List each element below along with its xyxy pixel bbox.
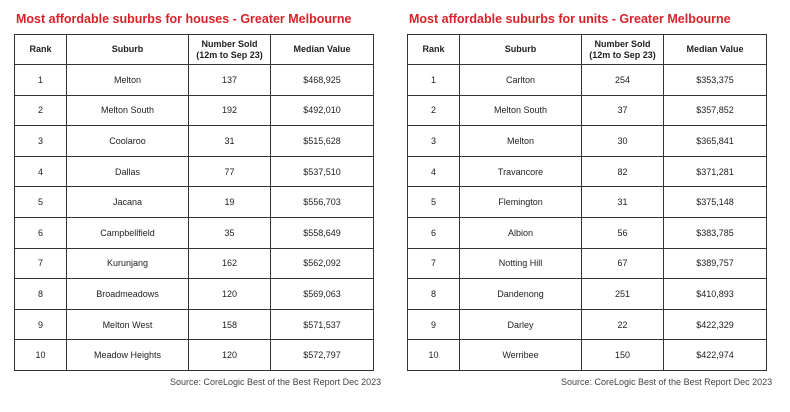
suburb-cell: Coolaroo [67, 126, 189, 157]
suburb-cell: Meadow Heights [67, 340, 189, 371]
number-sold-cell: 35 [189, 217, 271, 248]
table-row [15, 95, 374, 126]
suburb-cell: Notting Hill [460, 248, 582, 279]
rank-cell: 4 [408, 156, 460, 187]
suburb-cell: Travancore [460, 156, 582, 187]
number-sold-header-line2: (12m to Sep 23) [589, 49, 656, 60]
rank-cell: 1 [408, 65, 460, 96]
table-row [408, 248, 767, 279]
suburb-header: Suburb [67, 35, 189, 65]
houses-title: Most affordable suburbs for houses - Greater Melbourne [16, 12, 352, 26]
table-row [15, 279, 374, 310]
table-row [15, 340, 374, 371]
rank-cell: 7 [408, 248, 460, 279]
table-row [408, 279, 767, 310]
median-value-cell: $537,510 [271, 156, 374, 187]
number-sold-cell: 162 [189, 248, 271, 279]
table-row [15, 126, 374, 157]
rank-cell: 6 [408, 217, 460, 248]
suburb-cell: Jacana [67, 187, 189, 218]
rank-cell: 6 [15, 217, 67, 248]
median-value-header: Median Value [271, 35, 374, 65]
table-row [15, 187, 374, 218]
rank-cell: 7 [15, 248, 67, 279]
table-row [15, 217, 374, 248]
median-value-cell: $569,063 [271, 279, 374, 310]
median-value-cell: $422,974 [664, 340, 767, 371]
median-value-cell: $492,010 [271, 95, 374, 126]
suburb-header: Suburb [460, 35, 582, 65]
number-sold-header-line2: (12m to Sep 23) [196, 49, 263, 60]
median-value-cell: $410,893 [664, 279, 767, 310]
number-sold-cell: 22 [582, 309, 664, 340]
median-value-cell: $422,329 [664, 309, 767, 340]
suburb-cell: Melton [67, 65, 189, 96]
number-sold-cell: 120 [189, 279, 271, 310]
median-value-cell: $468,925 [271, 65, 374, 96]
number-sold-cell: 82 [582, 156, 664, 187]
rank-cell: 2 [15, 95, 67, 126]
median-value-cell: $353,375 [664, 65, 767, 96]
table-row [408, 217, 767, 248]
table-row [15, 156, 374, 187]
number-sold-cell: 120 [189, 340, 271, 371]
number-sold-cell: 31 [582, 187, 664, 218]
number-sold-cell: 19 [189, 187, 271, 218]
median-value-cell: $357,852 [664, 95, 767, 126]
number-sold-cell: 67 [582, 248, 664, 279]
rank-cell: 9 [15, 309, 67, 340]
suburb-cell: Kurunjang [67, 248, 189, 279]
number-sold-cell: 158 [189, 309, 271, 340]
table-row [408, 187, 767, 218]
number-sold-cell: 254 [582, 65, 664, 96]
units-header-row [408, 35, 767, 65]
houses-source-note: Source: CoreLogic Best of the Best Report Dec 2023 [170, 377, 382, 387]
suburb-cell: Melton West [67, 309, 189, 340]
rank-cell: 5 [15, 187, 67, 218]
rank-cell: 10 [15, 340, 67, 371]
median-value-cell: $571,537 [271, 309, 374, 340]
number-sold-cell: 30 [582, 126, 664, 157]
number-sold-header-line1: Number Sold [594, 38, 651, 49]
suburb-cell: Broadmeadows [67, 279, 189, 310]
houses-table [14, 34, 374, 371]
median-value-cell: $515,628 [271, 126, 374, 157]
suburb-cell: Albion [460, 217, 582, 248]
rank-cell: 3 [15, 126, 67, 157]
number-sold-cell: 31 [189, 126, 271, 157]
table-row [408, 309, 767, 340]
table-row [15, 309, 374, 340]
rank-cell: 3 [408, 126, 460, 157]
median-value-cell: $572,797 [271, 340, 374, 371]
median-value-cell: $375,148 [664, 187, 767, 218]
rank-cell: 10 [408, 340, 460, 371]
median-value-cell: $383,785 [664, 217, 767, 248]
number-sold-cell: 37 [582, 95, 664, 126]
median-value-cell: $371,281 [664, 156, 767, 187]
houses-header-row [15, 35, 374, 65]
table-row [15, 65, 374, 96]
median-value-cell: $558,649 [271, 217, 374, 248]
suburb-cell: Dandenong [460, 279, 582, 310]
rank-header: Rank [408, 35, 460, 65]
median-value-cell: $365,841 [664, 126, 767, 157]
number-sold-header-line1: Number Sold [201, 38, 258, 49]
rank-cell: 9 [408, 309, 460, 340]
number-sold-cell: 150 [582, 340, 664, 371]
suburb-cell: Melton South [67, 95, 189, 126]
table-row [408, 340, 767, 371]
number-sold-cell: 77 [189, 156, 271, 187]
median-value-cell: $562,092 [271, 248, 374, 279]
suburb-cell: Darley [460, 309, 582, 340]
median-value-header: Median Value [664, 35, 767, 65]
units-title: Most affordable suburbs for units - Greater Melbourne [409, 12, 731, 26]
median-value-cell: $556,703 [271, 187, 374, 218]
number-sold-cell: 192 [189, 95, 271, 126]
number-sold-header [189, 35, 271, 65]
table-row [408, 95, 767, 126]
rank-cell: 2 [408, 95, 460, 126]
table-row [15, 248, 374, 279]
rank-cell: 1 [15, 65, 67, 96]
rank-header: Rank [15, 35, 67, 65]
median-value-cell: $389,757 [664, 248, 767, 279]
units-table-body [408, 65, 767, 371]
suburb-cell: Werribee [460, 340, 582, 371]
rank-cell: 4 [15, 156, 67, 187]
suburb-cell: Flemington [460, 187, 582, 218]
table-row [408, 65, 767, 96]
suburb-cell: Melton [460, 126, 582, 157]
rank-cell: 5 [408, 187, 460, 218]
suburb-cell: Dallas [67, 156, 189, 187]
number-sold-header [582, 35, 664, 65]
houses-table-body [15, 65, 374, 371]
number-sold-cell: 56 [582, 217, 664, 248]
number-sold-cell: 251 [582, 279, 664, 310]
table-row [408, 156, 767, 187]
number-sold-cell: 137 [189, 65, 271, 96]
units-source-note: Source: CoreLogic Best of the Best Report Dec 2023 [561, 377, 773, 387]
units-table [407, 34, 767, 371]
rank-cell: 8 [408, 279, 460, 310]
suburb-cell: Campbellfield [67, 217, 189, 248]
suburb-cell: Carlton [460, 65, 582, 96]
table-row [408, 126, 767, 157]
suburb-cell: Melton South [460, 95, 582, 126]
rank-cell: 8 [15, 279, 67, 310]
